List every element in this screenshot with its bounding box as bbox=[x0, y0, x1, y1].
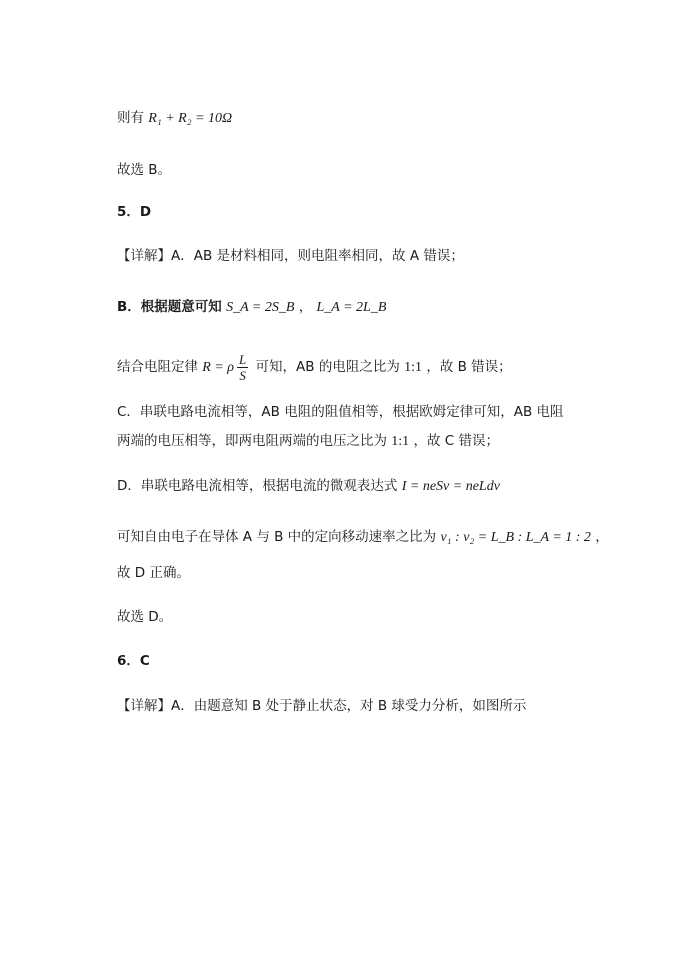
text-fragment: 结合电阻定律 bbox=[117, 359, 198, 375]
formula: S_A = 2S_B bbox=[226, 300, 295, 315]
text-line bbox=[117, 431, 499, 452]
text-fragment: 可知自由电子在导体 A 与 B 中的定向移动速率之比为 bbox=[117, 529, 437, 545]
text-line bbox=[117, 563, 190, 583]
text-line bbox=[117, 607, 172, 627]
formula: 1:1 bbox=[404, 360, 423, 375]
formula: L_A = 2L_B bbox=[316, 300, 387, 315]
formula: R₁ + R₂ = 10Ω bbox=[148, 111, 233, 126]
text-fragment: 6．C bbox=[117, 653, 150, 669]
answer-heading bbox=[117, 651, 150, 671]
text-line bbox=[117, 350, 512, 385]
text-fragment: 故选 B。 bbox=[117, 162, 172, 178]
text-line bbox=[117, 402, 564, 422]
text-fragment: 故选 D。 bbox=[117, 609, 173, 625]
formula: 1:1 bbox=[391, 434, 410, 449]
text-fragment: 两端的电压相等，即两电阻两端的电压之比为 bbox=[117, 433, 387, 449]
text-fragment: ， bbox=[298, 299, 313, 315]
formula: I = neSv = neLdv bbox=[401, 479, 500, 494]
text-fragment: 则有 bbox=[117, 110, 144, 126]
text-fragment: ， bbox=[595, 529, 609, 545]
text-fragment: D．串联电路电流相等，根据电流的微观表达式 bbox=[117, 478, 398, 494]
answer-heading bbox=[117, 202, 151, 222]
text-line bbox=[117, 476, 500, 497]
formula: v₁ : v₂ = L_B : L_A = 1 : 2 bbox=[440, 530, 591, 545]
text-fragment: 故 D 正确。 bbox=[117, 565, 190, 581]
text-fragment: 【详解】A．由题意知 B 处于静止状态，对 B 球受力分析，如图所示 bbox=[117, 698, 527, 714]
text-line bbox=[117, 160, 171, 180]
text-line bbox=[117, 246, 464, 266]
text-fragment: 【详解】A．AB 是材料相同，则电阻率相同，故 A 错误； bbox=[117, 248, 464, 264]
fraction bbox=[237, 352, 248, 383]
text-fragment: B．根据题意可知 bbox=[117, 299, 222, 315]
text-fragment: 5．D bbox=[117, 204, 152, 220]
text-fragment: ，故 C 错误； bbox=[413, 433, 499, 449]
text-fragment: ，故 B 错误； bbox=[426, 359, 512, 375]
text-line bbox=[117, 527, 609, 548]
fraction-numerator: L bbox=[239, 351, 247, 367]
fraction-denominator: S bbox=[239, 367, 246, 383]
formula: R = ρ bbox=[202, 360, 235, 375]
text-line bbox=[117, 297, 386, 318]
text-line bbox=[117, 696, 526, 716]
text-line bbox=[117, 108, 232, 129]
text-fragment: C．串联电路电流相等，AB 电阻的阻值相等，根据欧姆定律可知，AB 电阻 bbox=[117, 404, 564, 420]
text-fragment: 可知，AB 的电阻之比为 bbox=[255, 359, 400, 375]
